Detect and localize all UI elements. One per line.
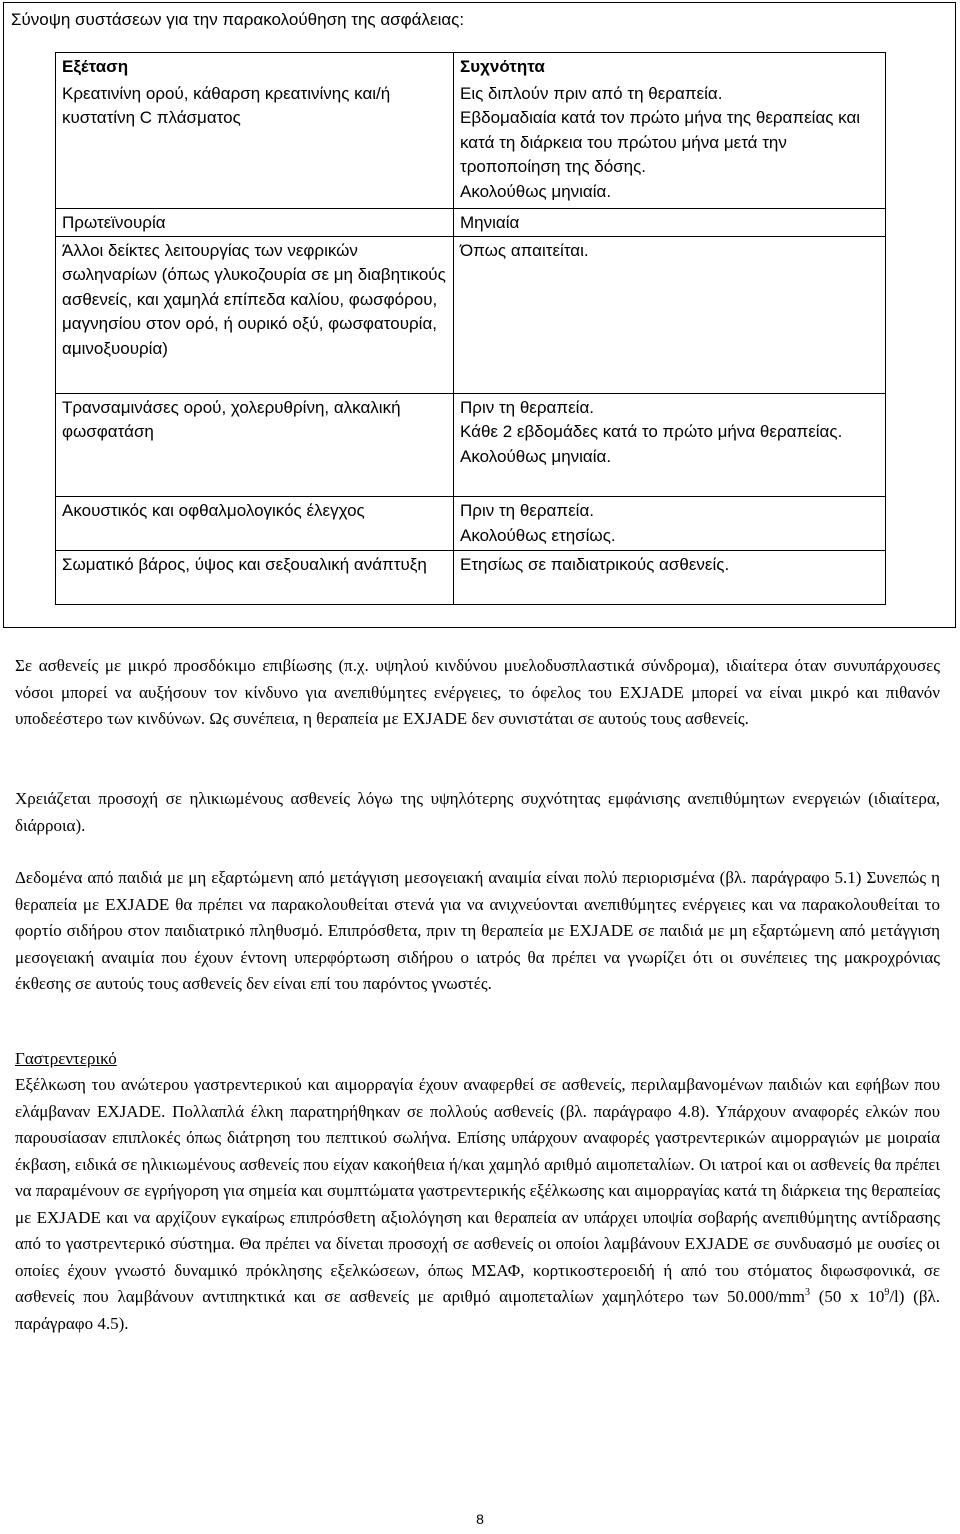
frequency-text: Ακολούθως ετησίως. [460,525,616,545]
threshold-exponent: 3 [804,1287,810,1298]
paragraph-elderly: Χρειάζεται προσοχή σε ηλικιωμένους ασθενείς λόγω της υψηλότερης συχνότητας εμφάνισης ανεπιθύμητων ενεργειών (ιδιαίτερα, διάρροια). [15,789,940,835]
gastro-paragraph [15,1072,940,1337]
frequency-text: Κάθε 2 εβδομάδες κατά το πρώτο μήνα θεραπείας. [460,422,843,442]
table-header-row [56,53,886,80]
exam-text: Ακουστικός και οφθαλμολογικός έλεγχος [62,501,365,521]
exam-cell [56,236,454,393]
table-row [56,393,886,497]
exam-text: Τρανσαμινάσες ορού, χολερυθρίνη, αλκαλική φωσφατάση [62,397,401,442]
frequency-cell [454,393,886,497]
threshold-reference: /l) (βλ. παράγραφο 4.5). [15,1287,940,1333]
gastro-heading: Γαστρεντερικό [15,1049,117,1068]
exam-cell [56,497,454,550]
equivalent-exponent: 9 [884,1287,890,1298]
frequency-text: Εις διπλούν πριν από τη θεραπεία. [460,83,723,103]
frequency-text: Πριν τη θεραπεία. [460,501,595,521]
frequency-text: Πριν τη θεραπεία. [460,397,595,417]
gastro-body: Εξέλκωση του ανώτερου γαστρεντερικού και αιμορραγία έχουν αναφερθεί σε ασθενείς, περιλαμβανομένων παιδιών και εφήβων που ελάμβαναν EXJADE. Πολλαπλά έλκη παρατηρήθηκαν σε πολλούς ασθενείς (βλ. παράγραφο 4.8). Υπάρχουν αναφορές ελκών που παρουσίασαν επιπλοκές όπως διάτρηση του πεπτικού σωλήνα. Επίσης υπάρχουν αναφορές γαστρεντερικών αιμορραγιών με μοιραία έκβαση, ειδικά σε ηλικιωμένους ασθενείς που είχαν κακοήθεια ή/και χαμηλό αριθμό αιμοπεταλίων. Οι ιατροί και οι ασθενείς θα πρέπει να παραμένουν σε εγρήγορση για σημεία και συμπτώματα γαστρεντερικής εξέλκωσης και αιμορραγίας κατά τη διάρκεια της θεραπείας με EXJADE και να αρχίζουν εγκαίρως επιπρόσθετη αξιολόγηση και θεραπεία αν υπάρχει υποψία σοβαρής ανεπιθύμητης αντίδρασης από το γαστρεντερικό σύστημα. Θα πρέπει να δίνεται προσοχή σε ασθενείς οι οποίοι λαμβάνουν EXJADE σε συνδυασμό με ουσίες οι οποίες έχουν γνωστό δυναμικό πρόκλησης εξελκώσεων, όπως ΜΣΑΦ, κορτικοστεροειδή ή από του στόματος διφωσφονικά, σε ασθενείς που λαμβάνουν αντιπηκτικά και σε ασθενείς με αριθμό αιμοπεταλίων χαμηλότερο των [15,1075,940,1306]
threshold-equivalent: (50 x 10 [809,1287,885,1306]
frequency-text: Μηνιαία [460,212,520,232]
table-row [56,80,886,209]
monitoring-table [55,52,886,605]
exam-cell [56,208,454,236]
frequency-text: Εβδομαδιαία κατά τον πρώτο μήνα της θεραπείας και κατά τη διάρκεια του πρώτου μήνα μετά την τροποποίηση της δόσης. [460,108,861,177]
exam-text: Πρωτεϊνουρία [62,212,166,232]
table-row [56,497,886,550]
box-title: Σύνοψη συστάσεων για την παρακολούθηση της ασφάλειας: [11,10,465,29]
frequency-cell [454,236,886,393]
safety-monitoring-box [3,2,956,628]
table-row [56,236,886,393]
frequency-text: Ετησίως σε παιδιατρικούς ασθενείς. [460,554,730,574]
exam-cell [56,550,454,604]
frequency-text: Ακολούθως μηνιαία. [460,446,612,466]
header-exam: Εξέταση [56,53,454,80]
frequency-cell [454,80,886,209]
paragraph-short-life-expectancy: Σε ασθενείς με μικρό προσδόκιμο επιβίωσης (π.χ. υψηλού κινδύνου μυελοδυσπλαστικά σύνδρομα), ιδιαίτερα όταν συνυπάρχουσες νόσοι μπορεί να αυξήσουν τον κίνδυνο για ανεπιθύμητες ενέργειες, το όφελος του EXJADE μπορεί να είναι μικρό και πιθανόν υποδεέστερο των κινδύνων. Ως συνέπεια, η θεραπεία με EXJADE δεν συνιστάται σε αυτούς τους ασθενείς. [15,656,940,728]
exam-cell [56,393,454,497]
paragraph-paediatric: Δεδομένα από παιδιά με μη εξαρτώμενη από μετάγγιση μεσογειακή αναιμία είναι πολύ περιορισμένα (βλ. παράγραφο 5.1) Συνεπώς η θεραπεία με EXJADE θα πρέπει να παρακολουθείται στενά για να ανιχνεύονται ανεπιθύμητες ενέργειες και να παρακολουθείται το φορτίο σιδήρου στον παιδιατρικό πληθυσμό. Επιπρόσθετα, πριν τη θεραπεία με EXJADE σε παιδιά με μη εξαρτώμενη από μετάγγιση μεσογειακή αναιμία που έχουν έντονη υπερφόρτωση σιδήρου ο ιατρός θα πρέπει να γνωρίζει ότι οι συνέπειες της μακροχρόνιας έκθεσης σε αυτούς τους ασθενείς δεν είναι επί του παρόντος γνωστές. [15,868,940,993]
frequency-text: Όπως απαιτείται. [460,240,589,260]
threshold-value: 50.000/mm [727,1287,805,1306]
header-frequency: Συχνότητα [454,53,886,80]
exam-text: Άλλοι δείκτες λειτουργίας των νεφρικών σωληναρίων (όπως γλυκοζουρία σε μη διαβητικούς ασθενείς, και χαμηλά επίπεδα καλίου, φωσφόρου, μαγνησίου στον ορό, ή ουρικό οξύ, φωσφατουρία, αμινοξυουρία) [62,240,446,358]
exam-text: Κρεατινίνη ορού, κάθαρση κρεατινίνης και/ή κυστατίνη C πλάσματος [62,83,391,128]
exam-cell [56,80,454,209]
table-row [56,208,886,236]
frequency-cell [454,497,886,550]
frequency-text: Ακολούθως μηνιαία. [460,181,612,201]
frequency-cell [454,550,886,604]
frequency-cell [454,208,886,236]
table-row [56,550,886,604]
exam-text: Σωματικό βάρος, ύψος και σεξουαλική ανάπτυξη [62,554,427,574]
page-number: 8 [476,1511,484,1527]
